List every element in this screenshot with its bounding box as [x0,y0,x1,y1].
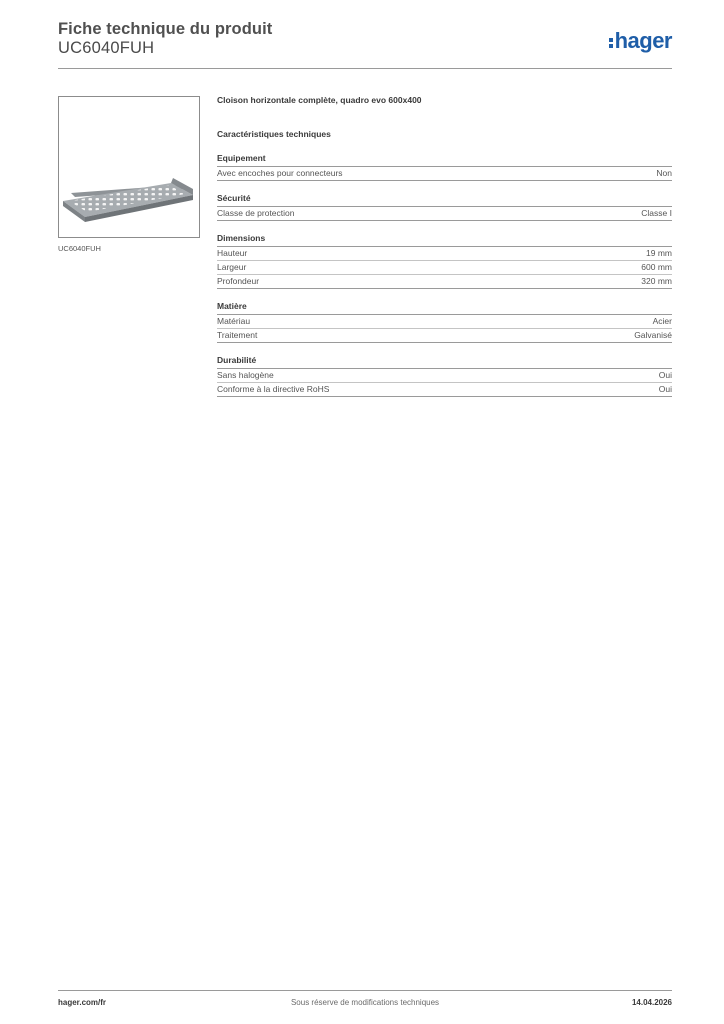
spec-value: 19 mm [646,248,672,258]
section-title: Matière [217,301,672,315]
spec-value: Oui [658,384,672,394]
page-footer [58,998,672,1012]
footer-website-link[interactable]: hager.com/fr [58,998,107,1007]
spec-label: Classe de protection [217,208,295,218]
logo-dots-icon [609,38,613,48]
page-title: Fiche technique du produit [58,20,273,38]
footer-divider [58,990,672,991]
logo-text: hager [614,28,672,53]
spec-row [217,167,672,181]
spec-value: 320 mm [641,276,672,286]
spec-label: Conforme à la directive RoHS [217,384,330,394]
product-image-caption: UC6040FUH [58,244,101,253]
spec-value: Non [656,168,672,178]
spec-label: Largeur [217,262,247,272]
section-title: Equipement [217,153,672,167]
spec-value: 600 mm [641,262,672,272]
spec-section-equipement [217,153,672,181]
spec-row [217,261,672,275]
spec-row [217,207,672,221]
spec-row [217,369,672,383]
product-description: Cloison horizontale complète, quadro evo 600x400 [217,95,422,105]
section-title: Durabilité [217,355,672,369]
footer-date: 14.04.2026 [631,998,672,1007]
product-reference: UC6040FUH [58,39,155,57]
header-divider [58,68,672,69]
spec-label: Traitement [217,330,258,340]
product-details [217,95,672,397]
spec-section-dimensions [217,233,672,289]
spec-label: Profondeur [217,276,260,286]
hager-logo [609,28,672,54]
spec-value: Acier [652,316,672,326]
spec-label: Matériau [217,316,251,326]
product-image-frame [58,96,200,238]
footer-notice: Sous réserve de modifications techniques [290,998,440,1007]
spec-row [217,329,672,343]
page-header [58,20,672,70]
spec-section-matiere [217,301,672,343]
section-title: Dimensions [217,233,672,247]
spec-row [217,315,672,329]
spec-value: Classe I [641,208,672,218]
spec-row [217,247,672,261]
spec-value: Galvanisé [634,330,672,340]
spec-row [217,275,672,289]
spec-label: Hauteur [217,248,248,258]
specs-heading: Caractéristiques techniques [217,129,331,139]
spec-row [217,383,672,397]
perforated-tray-image [59,97,199,237]
spec-value: Oui [658,370,672,380]
spec-label: Sans halogène [217,370,274,380]
spec-label: Avec encoches pour connecteurs [217,168,343,178]
spec-section-durabilite [217,355,672,397]
spec-section-securite [217,193,672,221]
section-title: Sécurité [217,193,672,207]
